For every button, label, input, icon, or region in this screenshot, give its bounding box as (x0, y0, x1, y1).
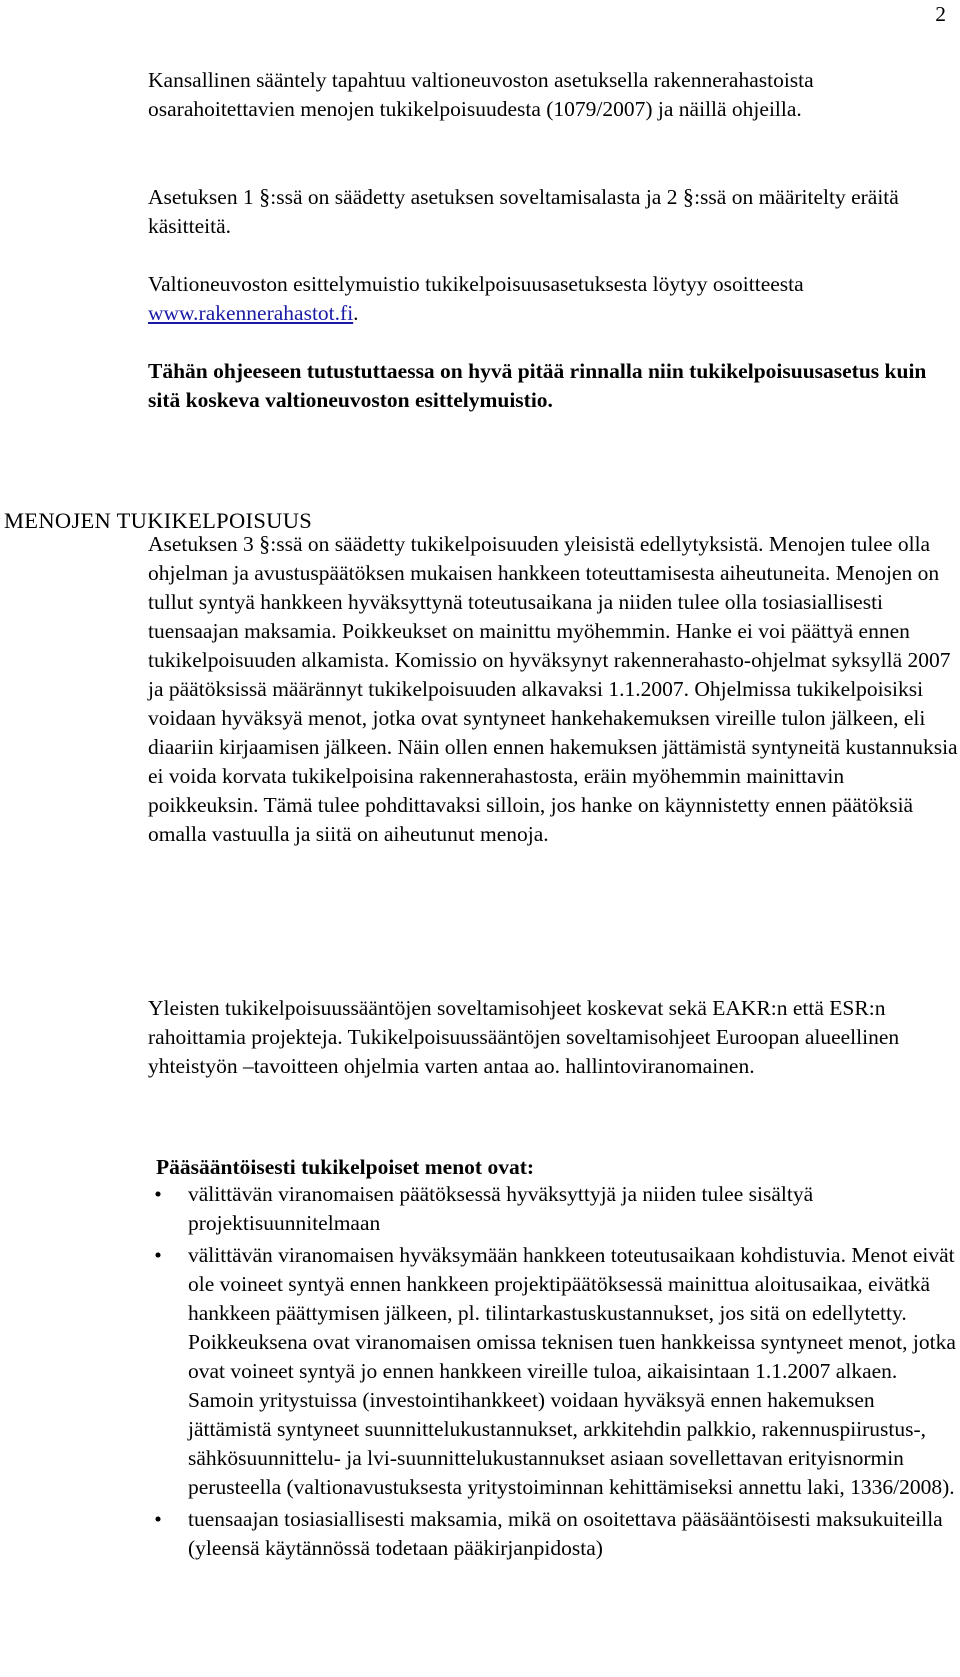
rakennerahastot-link[interactable]: www.rakennerahastot.fi (148, 301, 354, 325)
section-sign: § (682, 184, 695, 209)
paragraph-asetus-sections (148, 182, 958, 241)
list-item-text: välittävän viranomaisen päätöksessä hyväksyttyjä ja niiden tulee sisältyä projektisuunnitelmaan (188, 1182, 814, 1235)
general-conditions-part2: :ssä on säädetty tukikelpoisuuden yleisistä edellytyksistä. Menojen tulee olla ohjelman ja avustuspäätöksen mukaisen hankkeen toteuttamisesta aiheutuneita. Menojen on tullut syntyä hankkeen hyväksyttynä toteutusaikana ja niiden tulee olla tosiasiallisesti tuensaajan maksamia. Poikkeukset on mainittu myöhemmin. Hanke ei voi päättyä ennen tukikelpoisuuden alkamista. Komissio on hyväksynyt rakennerahasto-ohjelmat syksyllä 2007 ja päätöksissä määrännyt tukikelpoisuuden alkavaksi 1.1.2007. Ohjelmissa tukikelpoisiksi voidaan hyväksyä menot, jotka ovat syntyneet hankehakemuksen vireille tulon jälkeen, eli diaariin kirjaamisen jälkeen. Näin ollen ennen hakemuksen jättämistä syntyneitä kustannuksia ei voida korvata tukikelpoisina rakennerahastosta, eräin myöhemmin mainittavin poikkeuksin. Tämä tulee pohdittavaksi silloin, jos hanke on käynnistetty ennen päätöksiä omalla vastuulla ja siitä on aiheutunut menoja. (148, 532, 958, 846)
page-number: 2 (935, 2, 946, 26)
paragraph-general-conditions (148, 529, 958, 849)
section-sign: § (259, 531, 271, 556)
bullet-icon: • (154, 1507, 162, 1531)
list-item-text: tuensaajan tosiasiallisesti maksamia, mikä on osoitettava pääsääntöisesti maksukuiteilla (yleensä käytännössä todetaan pääkirjanpidosta) (188, 1507, 943, 1560)
eligible-costs-list (148, 1180, 958, 1566)
section-sign: § (259, 184, 271, 209)
paragraph-national-regulation: Kansallinen sääntely tapahtuu valtioneuvoston asetuksella rakennerahastoista osarahoitettavien menojen tukikelpoisuudesta (1079/2007) ja näillä ohjeilla. (148, 68, 814, 121)
list-item (148, 1180, 958, 1238)
section-heading-eligibility: MENOJEN TUKIKELPOISUUS (4, 508, 313, 533)
memo-location-text: Valtioneuvoston esittelymuistio tukikelpoisuusasetuksesta löytyy osoitteesta (148, 272, 804, 296)
paragraph-asetus-sections-part2: :ssä on säädetty asetuksen soveltamisalasta ja 2 (270, 185, 683, 209)
list-item-text: välittävän viranomaisen hyväksymään hankkeen toteutusaikaan kohdistuvia. Menot eivät ole voineet syntyä ennen hankkeen projektipäätöksessä mainittua aloitusaikaa, eivätkä hankkeen päättymisen jälkeen, pl. tilintarkastuskustannukset, jos sitä on edellytetty. Poikkeuksena ovat viranomaisen omissa teknisen tuen hankkeissa syntyneet menot, jotka ovat voineet syntyä jo ennen hankkeen vireille tuloa, aikaisintaan 1.1.2007 alkaen. Samoin yritystuissa (investointihankkeet) voidaan hyväksyä ennen hakemuksen jättämistä syntyneet suunnittelukustannukset, arkkitehdin palkkio, rakennuspiirustus-, sähkösuunnittelu- ja lvi-suunnittelukustannukset asiaan sovellettavan erityisnormin perusteella (valtionavustuksesta yritystoiminnan kehittämiseksi annettu laki, 1336/2008). (188, 1243, 956, 1499)
eligible-costs-subheading: Pääsääntöisesti tukikelpoiset menot ovat: (156, 1155, 535, 1179)
paragraph-memo-location (148, 270, 958, 328)
bullet-icon: • (154, 1182, 162, 1206)
general-conditions-part1: Asetuksen 3 (148, 532, 260, 556)
memo-location-end: . (353, 301, 359, 325)
paragraph-application-guidelines: Yleisten tukikelpoisuussääntöjen soveltamisohjeet koskevat sekä EAKR:n että ESR:n rahoittamia projekteja. Tukikelpoisuussääntöjen soveltamisohjeet Euroopan alueellinen yhteistyön –tavoitteen ohjelmia varten antaa ao. hallintoviranomainen. (148, 996, 900, 1078)
list-item (148, 1505, 958, 1563)
paragraph-asetus-sections-part3: :ssä on määritelty eräitä käsitteitä. (148, 185, 899, 238)
paragraph-asetus-sections-part1: Asetuksen 1 (148, 185, 260, 209)
bullet-icon: • (154, 1243, 162, 1267)
list-item (148, 1241, 958, 1502)
paragraph-reading-advice: Tähän ohjeeseen tutustuttaessa on hyvä pitää rinnalla niin tukikelpoisuusasetus kuin sitä koskeva valtioneuvoston esittelymuistio. (148, 359, 927, 412)
